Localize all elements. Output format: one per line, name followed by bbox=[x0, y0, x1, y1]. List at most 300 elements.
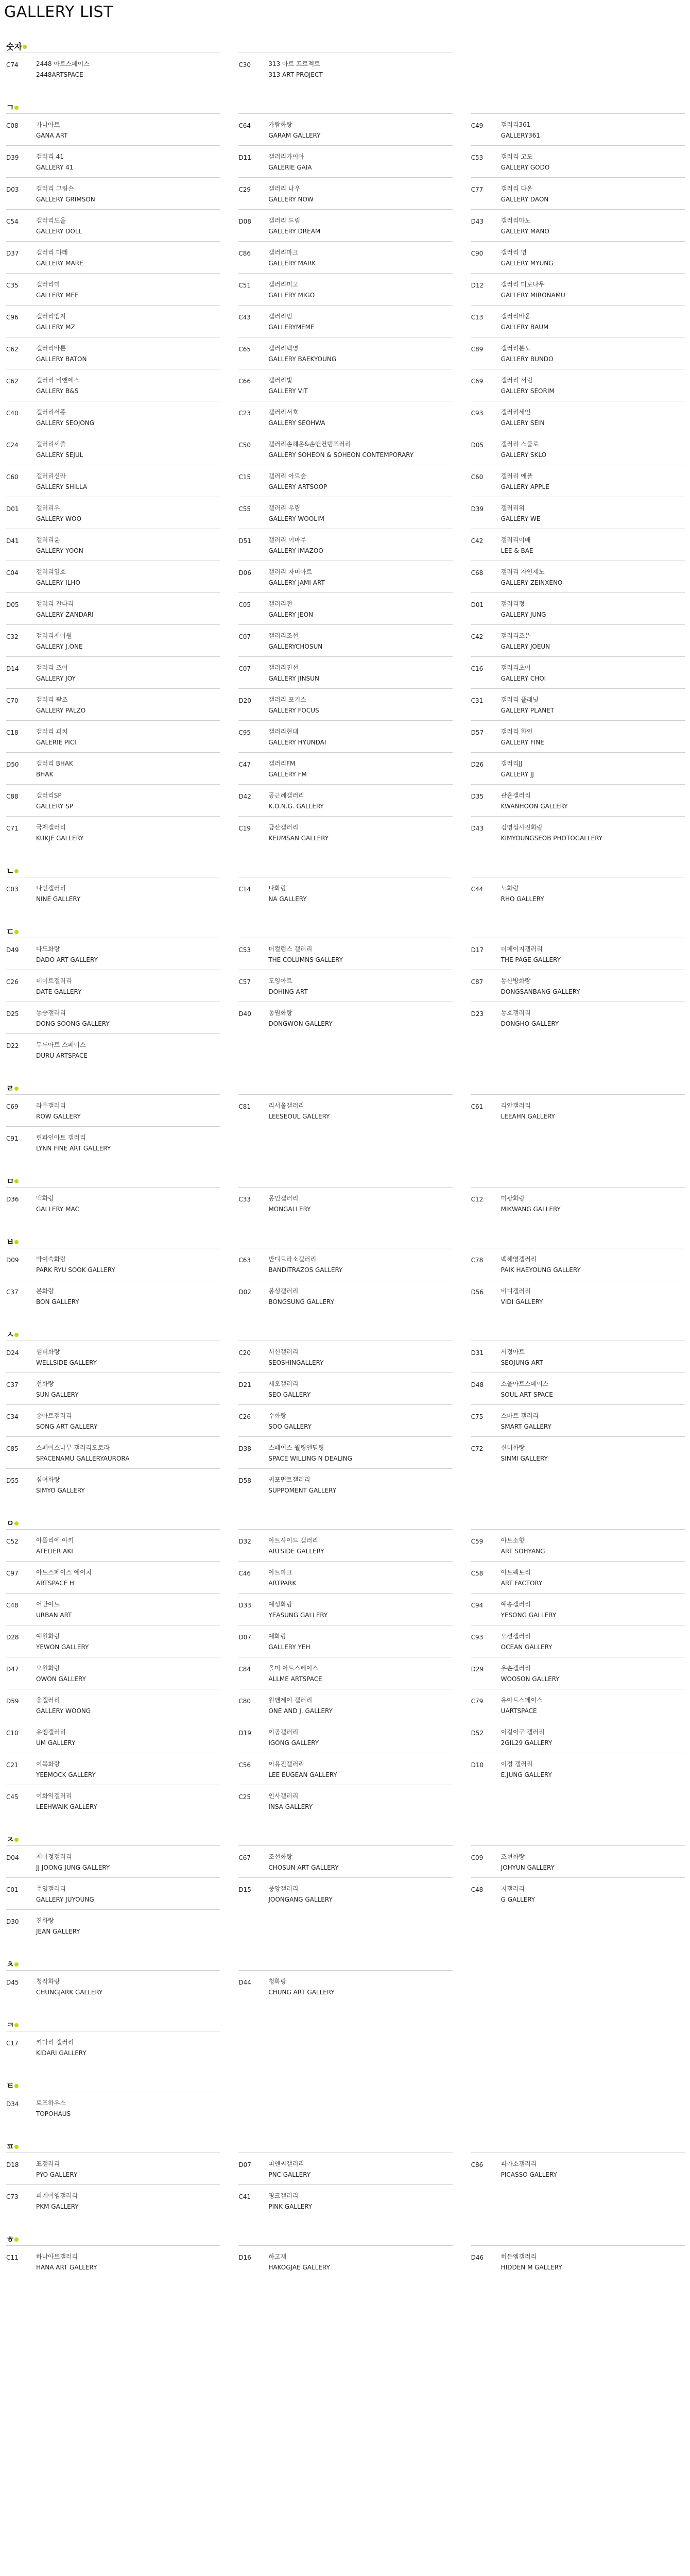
gallery-names bbox=[501, 824, 602, 843]
booth-code: C61 bbox=[471, 1103, 484, 1110]
gallery-grid bbox=[2, 2092, 688, 2124]
gallery-entry[interactable] bbox=[471, 433, 685, 465]
gallery-entry[interactable] bbox=[6, 2184, 220, 2216]
gallery-entry[interactable] bbox=[471, 1187, 685, 1219]
gallery-entry[interactable] bbox=[6, 433, 220, 465]
booth-code: D39 bbox=[6, 154, 19, 161]
gallery-name-english: GALLERY MARE bbox=[36, 260, 83, 267]
gallery-name-english: GALLERY MZ bbox=[36, 324, 75, 331]
booth-code: D41 bbox=[6, 537, 19, 545]
gallery-entry[interactable] bbox=[471, 241, 685, 273]
gallery-entry[interactable] bbox=[471, 656, 685, 688]
gallery-name-korean: 갤러리위 bbox=[501, 504, 525, 512]
gallery-name-english: DONGWON GALLERY bbox=[268, 1020, 333, 1027]
gallery-name-english: GALLERY NOW bbox=[268, 196, 314, 203]
gallery-entry[interactable] bbox=[238, 624, 452, 656]
gallery-entry[interactable] bbox=[238, 816, 452, 848]
gallery-entry[interactable] bbox=[6, 624, 220, 656]
gallery-entry[interactable] bbox=[238, 113, 452, 145]
section-letter: ㅍ bbox=[6, 2142, 14, 2151]
section-dot-icon bbox=[14, 1179, 19, 1183]
gallery-entry[interactable] bbox=[238, 1341, 452, 1372]
gallery-entry[interactable] bbox=[6, 656, 220, 688]
gallery-entry[interactable] bbox=[238, 1187, 452, 1219]
gallery-entry[interactable] bbox=[6, 529, 220, 561]
booth-code: C14 bbox=[238, 886, 251, 893]
gallery-name-korean: 공근혜갤러리 bbox=[268, 792, 304, 799]
gallery-entry[interactable] bbox=[471, 145, 685, 177]
gallery-entry[interactable] bbox=[471, 209, 685, 241]
gallery-names bbox=[268, 2253, 330, 2272]
gallery-name-korean: 유아트스페이스 bbox=[501, 1697, 543, 1704]
gallery-entry[interactable] bbox=[6, 1845, 220, 1877]
gallery-entry[interactable] bbox=[471, 688, 685, 720]
gallery-entry[interactable] bbox=[471, 1561, 685, 1593]
gallery-name-english: KIDARI GALLERY bbox=[36, 2049, 87, 2057]
gallery-name-english: GALLERY JOY bbox=[36, 675, 76, 682]
gallery-entry[interactable] bbox=[471, 2245, 685, 2277]
booth-code: D17 bbox=[471, 946, 484, 954]
gallery-grid bbox=[2, 1094, 688, 1158]
gallery-name-english: LEEAHN GALLERY bbox=[501, 1113, 555, 1120]
gallery-name-korean: 갤러리가이아 bbox=[268, 153, 304, 160]
gallery-entry[interactable] bbox=[6, 1970, 220, 2002]
gallery-entry[interactable] bbox=[6, 1753, 220, 1785]
gallery-entry[interactable] bbox=[471, 369, 685, 401]
gallery-entry[interactable] bbox=[238, 241, 452, 273]
gallery-entry[interactable] bbox=[6, 784, 220, 816]
section-letter: ㅁ bbox=[6, 1176, 14, 1186]
gallery-name-english: ATELIER AKI bbox=[36, 1548, 73, 1555]
gallery-entry[interactable] bbox=[238, 1625, 452, 1657]
gallery-entry[interactable] bbox=[471, 273, 685, 305]
gallery-entry[interactable] bbox=[238, 53, 452, 84]
gallery-entry[interactable] bbox=[471, 1280, 685, 1312]
gallery-entry[interactable] bbox=[471, 1657, 685, 1689]
gallery-name-english: GALLERY JJ bbox=[501, 771, 534, 778]
gallery-entry[interactable] bbox=[6, 720, 220, 752]
gallery-entry[interactable] bbox=[6, 337, 220, 369]
gallery-name-korean: 관훈갤러리 bbox=[501, 792, 531, 799]
booth-code: D48 bbox=[471, 1381, 484, 1388]
gallery-entry[interactable] bbox=[238, 369, 452, 401]
gallery-entry[interactable] bbox=[238, 1002, 452, 1033]
gallery-names bbox=[268, 440, 413, 460]
gallery-entry[interactable] bbox=[471, 305, 685, 337]
gallery-entry[interactable] bbox=[6, 938, 220, 970]
gallery-entry[interactable] bbox=[6, 1126, 220, 1158]
gallery-entry[interactable] bbox=[238, 1529, 452, 1561]
gallery-names bbox=[36, 2192, 79, 2211]
gallery-entry[interactable] bbox=[238, 273, 452, 305]
section-heading bbox=[2, 866, 688, 877]
gallery-name-english: PARK RYU SOOK GALLERY bbox=[36, 1266, 115, 1274]
gallery-entry[interactable] bbox=[471, 1593, 685, 1625]
gallery-names bbox=[36, 1569, 92, 1588]
gallery-entry[interactable] bbox=[6, 752, 220, 784]
gallery-entry[interactable] bbox=[6, 1341, 220, 1372]
section-letter: ㄷ bbox=[6, 927, 14, 937]
gallery-entry[interactable] bbox=[471, 938, 685, 970]
booth-code: D07 bbox=[238, 2161, 251, 2168]
gallery-name-korean: 제이정갤러리 bbox=[36, 1853, 72, 1860]
gallery-entry[interactable] bbox=[238, 1785, 452, 1817]
gallery-entry[interactable] bbox=[238, 1468, 452, 1500]
gallery-names bbox=[501, 2160, 557, 2179]
gallery-entry[interactable] bbox=[238, 465, 452, 497]
booth-code: C81 bbox=[238, 1103, 251, 1110]
booth-code: C43 bbox=[238, 314, 251, 321]
gallery-name-korean: 비디갤러리 bbox=[501, 1287, 531, 1295]
gallery-name-english: IGONG GALLERY bbox=[268, 1739, 319, 1747]
gallery-name-english: GALERIE PICI bbox=[36, 739, 76, 746]
gallery-entry[interactable] bbox=[238, 305, 452, 337]
booth-code: C71 bbox=[6, 825, 19, 832]
gallery-entry[interactable] bbox=[6, 53, 220, 84]
gallery-entry[interactable] bbox=[238, 1372, 452, 1404]
gallery-entry[interactable] bbox=[471, 561, 685, 592]
gallery-section bbox=[2, 41, 688, 84]
gallery-entry[interactable] bbox=[238, 433, 452, 465]
gallery-entry[interactable] bbox=[6, 1561, 220, 1593]
gallery-entry[interactable] bbox=[238, 1845, 452, 1877]
gallery-name-korean: 조선화랑 bbox=[268, 1853, 292, 1860]
gallery-name-english: GALLERY DREAM bbox=[268, 228, 321, 235]
gallery-entry[interactable] bbox=[471, 784, 685, 816]
gallery-name-korean: 갤러리서종 bbox=[36, 409, 66, 416]
gallery-entry[interactable] bbox=[238, 145, 452, 177]
booth-code: D42 bbox=[238, 793, 251, 800]
gallery-entry[interactable] bbox=[6, 2153, 220, 2184]
gallery-entry[interactable] bbox=[6, 592, 220, 624]
gallery-names bbox=[36, 536, 83, 555]
gallery-names bbox=[268, 664, 319, 683]
gallery-entry[interactable] bbox=[6, 1657, 220, 1689]
gallery-entry[interactable] bbox=[6, 877, 220, 909]
gallery-grid bbox=[2, 1248, 688, 1312]
gallery-name-korean: 본화랑 bbox=[36, 1287, 54, 1295]
gallery-entry[interactable] bbox=[471, 337, 685, 369]
gallery-entry[interactable] bbox=[471, 1625, 685, 1657]
gallery-names bbox=[36, 504, 81, 523]
gallery-names bbox=[501, 1601, 556, 1620]
gallery-names bbox=[501, 1348, 543, 1367]
gallery-names bbox=[36, 249, 83, 268]
gallery-entry[interactable] bbox=[471, 720, 685, 752]
gallery-name-english: LEEHWAIK GALLERY bbox=[36, 1803, 97, 1810]
gallery-name-korean: 갤러리 애플 bbox=[501, 472, 533, 480]
gallery-name-english: GALLERY SKLO bbox=[501, 451, 547, 459]
gallery-entry[interactable] bbox=[471, 1689, 685, 1721]
gallery-entry[interactable] bbox=[6, 688, 220, 720]
gallery-entry[interactable] bbox=[238, 1436, 452, 1468]
booth-code: C74 bbox=[6, 61, 19, 69]
gallery-entry[interactable] bbox=[6, 1593, 220, 1625]
gallery-entry[interactable] bbox=[471, 752, 685, 784]
gallery-entry[interactable] bbox=[238, 177, 452, 209]
gallery-names bbox=[36, 185, 95, 204]
gallery-entry[interactable] bbox=[6, 1468, 220, 1500]
gallery-entry[interactable] bbox=[238, 1094, 452, 1126]
section-heading bbox=[2, 1518, 688, 1529]
booth-code: D39 bbox=[471, 505, 484, 513]
gallery-entry[interactable] bbox=[6, 113, 220, 145]
gallery-entry[interactable] bbox=[471, 592, 685, 624]
gallery-entry[interactable] bbox=[471, 497, 685, 529]
gallery-entry[interactable] bbox=[471, 1529, 685, 1561]
gallery-names bbox=[268, 1537, 324, 1556]
gallery-names bbox=[36, 600, 94, 619]
gallery-entry[interactable] bbox=[238, 970, 452, 1002]
gallery-entry[interactable] bbox=[6, 369, 220, 401]
gallery-name-english: ARTSIDE GALLERY bbox=[268, 1548, 324, 1555]
gallery-names bbox=[501, 600, 546, 619]
gallery-name-korean: 아트파크 bbox=[268, 1569, 292, 1576]
gallery-entry[interactable] bbox=[471, 1877, 685, 1909]
gallery-entry[interactable] bbox=[238, 656, 452, 688]
gallery-entry[interactable] bbox=[471, 970, 685, 1002]
gallery-names bbox=[501, 2253, 562, 2272]
gallery-entry[interactable] bbox=[471, 1753, 685, 1785]
gallery-name-english: SOO GALLERY bbox=[268, 1423, 312, 1430]
gallery-entry[interactable] bbox=[471, 1002, 685, 1033]
gallery-name-english: TOPOHAUS bbox=[36, 2110, 71, 2117]
gallery-entry[interactable] bbox=[471, 177, 685, 209]
gallery-names bbox=[268, 121, 320, 140]
gallery-entry[interactable] bbox=[238, 1280, 452, 1312]
booth-code: C60 bbox=[6, 473, 19, 481]
gallery-entry[interactable] bbox=[6, 1721, 220, 1753]
gallery-names bbox=[501, 1412, 551, 1431]
gallery-entry[interactable] bbox=[238, 401, 452, 433]
gallery-name-korean: 도잉아트 bbox=[268, 977, 292, 985]
gallery-entry[interactable] bbox=[6, 1002, 220, 1033]
gallery-entry[interactable] bbox=[471, 1436, 685, 1468]
gallery-entry[interactable] bbox=[6, 1187, 220, 1219]
gallery-names bbox=[36, 1917, 80, 1936]
gallery-entry[interactable] bbox=[238, 1689, 452, 1721]
gallery-entry[interactable] bbox=[6, 2031, 220, 2063]
gallery-entry[interactable] bbox=[471, 1845, 685, 1877]
gallery-entry[interactable] bbox=[6, 1689, 220, 1721]
booth-code: C19 bbox=[238, 825, 251, 832]
gallery-entry[interactable] bbox=[238, 1721, 452, 1753]
gallery-entry[interactable] bbox=[6, 1625, 220, 1657]
gallery-name-english: PYO GALLERY bbox=[36, 2171, 78, 2178]
gallery-entry[interactable] bbox=[471, 113, 685, 145]
booth-code: C53 bbox=[238, 946, 251, 954]
gallery-names bbox=[501, 977, 580, 996]
gallery-name-korean: 박여숙화랑 bbox=[36, 1256, 66, 1263]
gallery-name-english: GALLERY FM bbox=[268, 771, 307, 778]
gallery-entry[interactable] bbox=[238, 752, 452, 784]
gallery-entry[interactable] bbox=[238, 1593, 452, 1625]
gallery-names bbox=[268, 696, 319, 715]
gallery-entry[interactable] bbox=[6, 1785, 220, 1817]
gallery-name-english: GALLERY CHOI bbox=[501, 675, 546, 682]
gallery-entry[interactable] bbox=[238, 529, 452, 561]
gallery-name-english: ARTSPACE H bbox=[36, 1580, 74, 1587]
gallery-entry[interactable] bbox=[6, 305, 220, 337]
gallery-entry[interactable] bbox=[471, 1404, 685, 1436]
gallery-name-korean: 청작화랑 bbox=[36, 1978, 60, 1985]
gallery-names bbox=[268, 313, 314, 332]
booth-code: C13 bbox=[471, 314, 484, 321]
gallery-entry[interactable] bbox=[238, 209, 452, 241]
gallery-entry[interactable] bbox=[238, 2245, 452, 2277]
gallery-entry[interactable] bbox=[6, 497, 220, 529]
gallery-entry[interactable] bbox=[6, 465, 220, 497]
gallery-entry[interactable] bbox=[6, 2245, 220, 2277]
gallery-name-english: GALLERY SEIN bbox=[501, 419, 545, 427]
gallery-name-korean: 이공갤러리 bbox=[268, 1728, 299, 1736]
gallery-name-korean: 리안갤러리 bbox=[501, 1102, 531, 1109]
gallery-name-korean: 갤러리이배 bbox=[501, 536, 531, 544]
gallery-section bbox=[2, 2234, 688, 2277]
gallery-entry[interactable] bbox=[6, 1436, 220, 1468]
gallery-entry[interactable] bbox=[471, 401, 685, 433]
gallery-entry[interactable] bbox=[6, 1529, 220, 1561]
gallery-entry[interactable] bbox=[238, 2184, 452, 2216]
gallery-name-korean: 키다리 갤러리 bbox=[36, 2039, 74, 2046]
section-dot-icon bbox=[14, 1240, 19, 1244]
gallery-name-english: SUN GALLERY bbox=[36, 1391, 79, 1398]
gallery-entry[interactable] bbox=[471, 877, 685, 909]
section-dot-icon bbox=[14, 869, 19, 873]
gallery-entry[interactable] bbox=[238, 784, 452, 816]
gallery-entry[interactable] bbox=[6, 1372, 220, 1404]
gallery-entry[interactable] bbox=[471, 2153, 685, 2184]
gallery-entry[interactable] bbox=[471, 1248, 685, 1280]
gallery-name-korean: 어반아트 bbox=[36, 1601, 60, 1608]
gallery-entry[interactable] bbox=[238, 1561, 452, 1593]
gallery-names bbox=[268, 472, 327, 492]
gallery-entry[interactable] bbox=[6, 1404, 220, 1436]
gallery-grid bbox=[2, 2031, 688, 2063]
gallery-entry[interactable] bbox=[471, 816, 685, 848]
gallery-entry[interactable] bbox=[238, 1657, 452, 1689]
gallery-entry[interactable] bbox=[6, 816, 220, 848]
gallery-entry[interactable] bbox=[238, 497, 452, 529]
gallery-entry[interactable] bbox=[238, 1877, 452, 1909]
gallery-names bbox=[36, 1134, 111, 1153]
gallery-entry[interactable] bbox=[471, 1721, 685, 1753]
gallery-name-korean: 갤러리도올 bbox=[36, 217, 66, 224]
gallery-entry[interactable] bbox=[6, 241, 220, 273]
gallery-names bbox=[501, 121, 540, 140]
gallery-entry[interactable] bbox=[238, 1404, 452, 1436]
gallery-name-english: YESONG GALLERY bbox=[501, 1612, 557, 1619]
gallery-entry[interactable] bbox=[6, 1877, 220, 1909]
gallery-entry[interactable] bbox=[471, 529, 685, 561]
gallery-section bbox=[2, 2080, 688, 2124]
gallery-names bbox=[36, 632, 83, 651]
gallery-entry[interactable] bbox=[238, 337, 452, 369]
gallery-name-english: MIKWANG GALLERY bbox=[501, 1206, 561, 1213]
gallery-entry[interactable] bbox=[471, 1341, 685, 1372]
gallery-entry[interactable] bbox=[6, 1094, 220, 1126]
gallery-entry[interactable] bbox=[6, 1909, 220, 1941]
section-heading bbox=[2, 2141, 688, 2153]
gallery-entry[interactable] bbox=[471, 1094, 685, 1126]
gallery-name-korean: 갤러리 우림 bbox=[268, 504, 301, 512]
gallery-name-english: GALLERY SEJUL bbox=[36, 451, 83, 459]
gallery-entry[interactable] bbox=[238, 720, 452, 752]
booth-code: D33 bbox=[238, 1602, 251, 1609]
booth-code: C70 bbox=[6, 697, 19, 704]
booth-code: C01 bbox=[6, 1886, 19, 1893]
gallery-name-english: GALLERY PLANET bbox=[501, 707, 555, 714]
gallery-entry[interactable] bbox=[6, 2092, 220, 2124]
booth-code: C64 bbox=[238, 122, 251, 129]
gallery-name-english: SEOJUNG ART bbox=[501, 1359, 543, 1366]
gallery-name-korean: 라우갤러리 bbox=[36, 1102, 66, 1109]
gallery-entry[interactable] bbox=[6, 145, 220, 177]
gallery-name-english: YEASUNG GALLERY bbox=[268, 1612, 328, 1619]
gallery-name-english: GALLERY HYUNDAI bbox=[268, 739, 326, 746]
gallery-entry[interactable] bbox=[6, 561, 220, 592]
gallery-entry[interactable] bbox=[238, 1970, 452, 2002]
booth-code: D57 bbox=[471, 729, 484, 736]
gallery-entry[interactable] bbox=[6, 970, 220, 1002]
gallery-names bbox=[501, 345, 554, 364]
gallery-name-english: GALLERY 41 bbox=[36, 164, 74, 171]
gallery-entry[interactable] bbox=[238, 688, 452, 720]
gallery-name-korean: 더컬럼스 갤러리 bbox=[268, 945, 313, 953]
gallery-name-english: SPACENAMU GALLERYAURORA bbox=[36, 1455, 130, 1462]
gallery-entry[interactable] bbox=[6, 1248, 220, 1280]
gallery-entry[interactable] bbox=[6, 209, 220, 241]
gallery-entry[interactable] bbox=[6, 1033, 220, 1065]
section-heading bbox=[2, 2234, 688, 2245]
gallery-entry[interactable] bbox=[6, 273, 220, 305]
gallery-name-english: DURU ARTSPACE bbox=[36, 1052, 88, 1059]
section-heading bbox=[2, 1236, 688, 1248]
gallery-names bbox=[36, 1885, 94, 1904]
gallery-entry[interactable] bbox=[471, 465, 685, 497]
booth-code: D01 bbox=[6, 505, 19, 513]
booth-code: C78 bbox=[471, 1257, 484, 1264]
gallery-entry[interactable] bbox=[471, 624, 685, 656]
gallery-name-korean: 갤러리진선 bbox=[268, 664, 299, 671]
booth-code: C30 bbox=[238, 61, 251, 69]
gallery-entry[interactable] bbox=[238, 561, 452, 592]
gallery-grid bbox=[2, 53, 688, 84]
gallery-names bbox=[36, 60, 90, 79]
gallery-name-english: GALLERY B&S bbox=[36, 387, 79, 395]
booth-code: D01 bbox=[471, 601, 484, 608]
gallery-section bbox=[2, 1834, 688, 1941]
section-dot-icon bbox=[14, 106, 19, 110]
gallery-entry[interactable] bbox=[238, 592, 452, 624]
gallery-entry[interactable] bbox=[238, 1753, 452, 1785]
gallery-name-english: HAKOGJAE GALLERY bbox=[268, 2264, 330, 2271]
gallery-entry[interactable] bbox=[471, 1372, 685, 1404]
gallery-entry[interactable] bbox=[238, 938, 452, 970]
gallery-name-korean: 갤러리 화인 bbox=[501, 728, 533, 735]
gallery-names bbox=[36, 1412, 97, 1431]
gallery-name-english: KWANHOON GALLERY bbox=[501, 803, 568, 810]
gallery-entry[interactable] bbox=[6, 401, 220, 433]
gallery-grid bbox=[2, 1529, 688, 1817]
gallery-entry[interactable] bbox=[238, 1248, 452, 1280]
gallery-entry[interactable] bbox=[6, 1280, 220, 1312]
gallery-entry[interactable] bbox=[6, 177, 220, 209]
gallery-names bbox=[501, 696, 554, 715]
gallery-entry[interactable] bbox=[238, 2153, 452, 2184]
booth-code: C86 bbox=[238, 250, 251, 257]
gallery-entry[interactable] bbox=[238, 877, 452, 909]
